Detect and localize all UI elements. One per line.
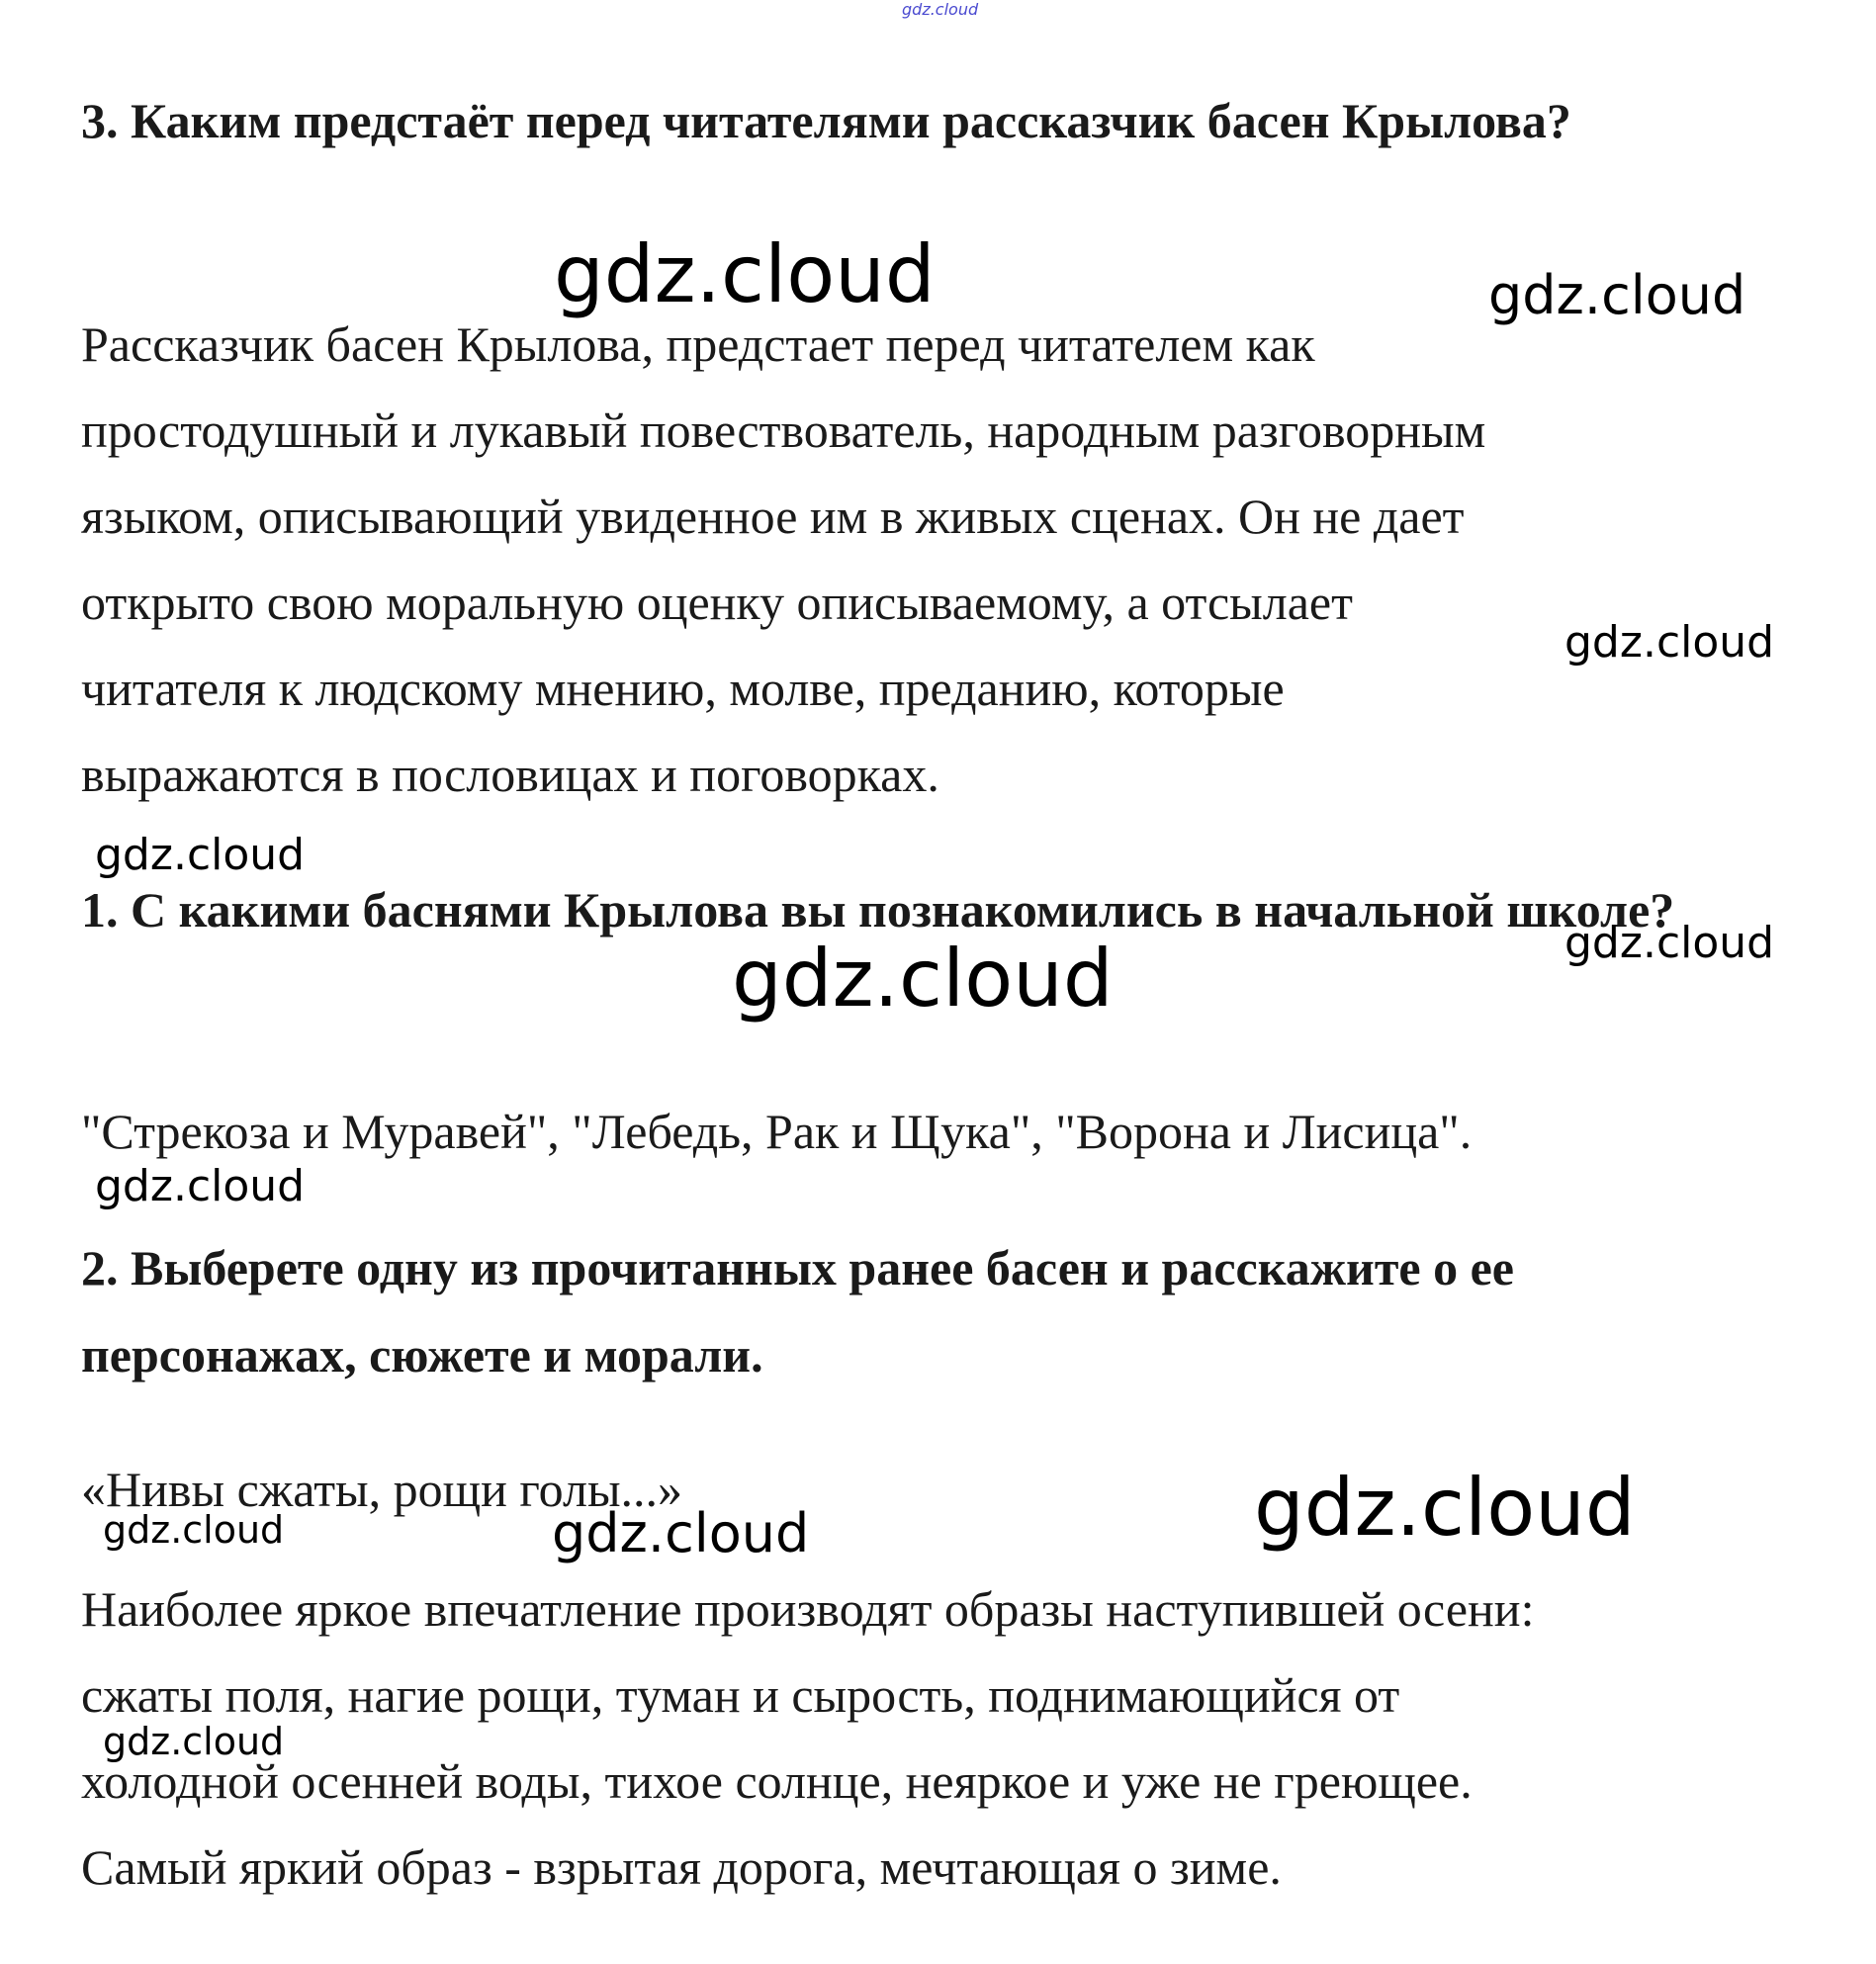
question-2: 2. Выберете одну из прочитанных ранее басен и расскажите о ее персонажах, сюжете и морали. [81,1240,1514,1383]
watermark: gdz.cloud [902,0,979,19]
answer-line: холодной осенней воды, тихое солнце, неяркое и уже не греющее. [81,1753,1473,1809]
watermark: gdz.cloud [1254,1462,1636,1554]
watermark: gdz.cloud [103,1508,285,1552]
answer-line: Рассказчик басен Крылова, предстает перед читателем как [81,316,1315,372]
watermark: gdz.cloud [95,830,306,880]
answer-line: простодушный и лукавый повествователь, народным разговорным [81,402,1486,458]
question-1: 1. С какими баснями Крылова вы познакомились в начальной школе? [81,882,1675,937]
answer-line: Самый яркий образ - взрытая дорога, мечтающая о зиме. [81,1839,1282,1895]
answer-line: читателя к людскому мнению, молве, преданию, которые [81,661,1285,716]
question-3: 3. Каким предстаёт перед читателями рассказчик басен Крылова? [81,93,1571,148]
answer-3 [81,302,1802,818]
answer-line: сжаты поля, нагие рощи, туман и сырость, поднимающийся от [81,1667,1400,1723]
watermark: gdz.cloud [732,933,1114,1025]
answer-1 [81,1089,1802,1175]
watermark: gdz.cloud [1488,264,1746,326]
answer-2 [81,1566,1802,1911]
watermark: gdz.cloud [554,228,936,320]
answer-line: выражаются в пословицах и поговорках. [81,747,939,802]
watermark: gdz.cloud [103,1720,285,1763]
answer-line: "Стрекоза и Муравей", "Лебедь, Рак и Щука", "Ворона и Лисица". [81,1104,1473,1159]
answer-line: языком, описывающий увиденное им в живых сценах. Он не дает [81,489,1465,544]
watermark: gdz.cloud [1564,918,1775,968]
watermark: gdz.cloud [552,1502,810,1564]
watermark: gdz.cloud [1564,617,1775,668]
watermark: gdz.cloud [95,1161,306,1211]
answer-line: Наиболее яркое впечатление производят образы наступившей осени: [81,1581,1535,1637]
answer-2-title: «Нивы сжаты, рощи голы...» [81,1462,683,1517]
answer-line: открыто свою моральную оценку описываемому, а отсылает [81,575,1353,630]
